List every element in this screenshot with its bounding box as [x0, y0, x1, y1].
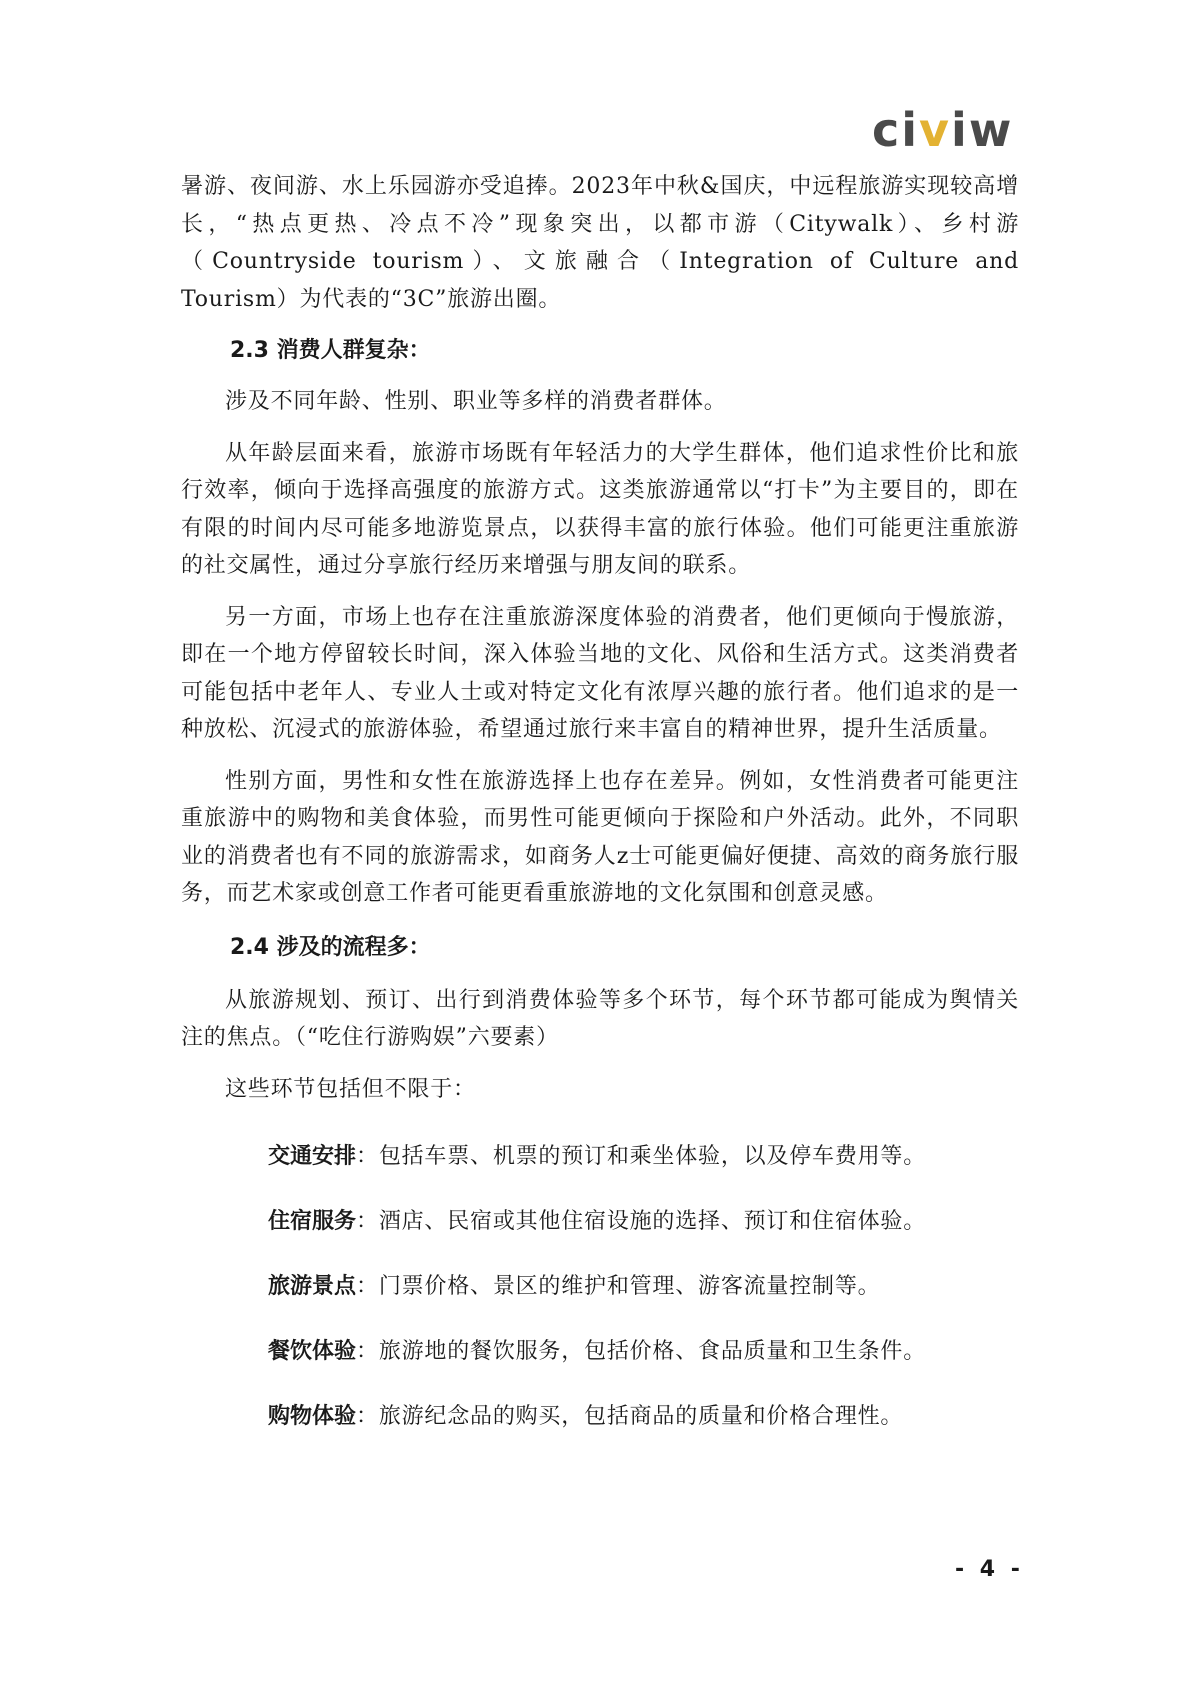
list-item-key: 购物体验: [268, 1404, 357, 1429]
paragraph: 从旅游规划、预订、出行到消费体验等多个环节，每个环节都可能成为舆情关注的焦点。（“吃住行游购娱”六要素）: [181, 987, 1019, 1050]
paragraph: 涉及不同年龄、性别、职业等多样的消费者群体。: [225, 389, 727, 414]
logo-text-start: ci: [872, 103, 920, 157]
process-list: [181, 1138, 1019, 1435]
section-heading-2-3: 2.3 消费人群复杂：: [230, 338, 431, 363]
list-item-text: ：旅游地的餐饮服务，包括价格、食品质量和卫生条件。: [356, 1339, 927, 1364]
list-item-text: ：旅游纪念品的购买，包括商品的质量和价格合理性。: [356, 1404, 904, 1429]
section-heading-2-4: 2.4 涉及的流程多：: [230, 934, 431, 960]
list-item: [268, 1398, 1019, 1435]
list-item: [268, 1203, 1019, 1240]
list-item-key: 交通安排: [268, 1144, 357, 1169]
civiw-logo: [872, 103, 1014, 157]
list-item-key: 旅游景点: [268, 1274, 357, 1299]
intro-paragraph: 暑游、夜间游、水上乐园游亦受追捧。2023年中秋&国庆，中远程旅游实现较高增长，“热点更热、冷点不冷”现象突出，以都市游（Citywalk）、乡村游（Countryside tourism）、文旅融合（Integration of Culture and Tourism）为代表的“3C”旅游出圈。: [181, 174, 1019, 312]
list-item-text: ：酒店、民宿或其他住宿设施的选择、预订和住宿体验。: [356, 1209, 927, 1234]
paragraph: 这些环节包括但不限于：: [225, 1076, 476, 1102]
logo-text-end: iw: [951, 103, 1014, 157]
list-item-text: ：门票价格、景区的维护和管理、游客流量控制等。: [356, 1274, 881, 1299]
list-item-key: 住宿服务: [268, 1209, 357, 1234]
page-number: - 4 -: [955, 1557, 1024, 1582]
list-item: [268, 1268, 1019, 1305]
paragraph: 另一方面，市场上也存在注重旅游深度体验的消费者，他们更倾向于慢旅游，即在一个地方停留较长时间，深入体验当地的文化、风俗和生活方式。这类消费者可能包括中老年人、专业人士或对特定文化有浓厚兴趣的旅行者。他们追求的是一种放松、沉浸式的旅游体验，希望通过旅行来丰富自的精神世界，提升生活质量。: [181, 604, 1019, 742]
list-item-text: ：包括车票、机票的预订和乘坐体验，以及停车费用等。: [356, 1144, 927, 1169]
logo-text-accent: v: [919, 103, 952, 157]
document-body: [181, 168, 1019, 1463]
list-item-key: 餐饮体验: [268, 1339, 357, 1364]
list-item: [268, 1138, 1019, 1175]
paragraph: 从年龄层面来看，旅游市场既有年轻活力的大学生群体，他们追求性价比和旅行效率，倾向于选择高强度的旅游方式。这类旅游通常以“打卡”为主要目的，即在有限的时间内尽可能多地游览景点，以获得丰富的旅行体验。他们可能更注重旅游的社交属性，通过分享旅行经历来增强与朋友间的联系。: [181, 440, 1019, 578]
list-item: [268, 1333, 1019, 1370]
paragraph: 性别方面，男性和女性在旅游选择上也存在差异。例如，女性消费者可能更注重旅游中的购物和美食体验，而男性可能更倾向于探险和户外活动。此外，不同职业的消费者也有不同的旅游需求，如商务人z士可能更偏好便捷、高效的商务旅行服务，而艺术家或创意工作者可能更看重旅游地的文化氛围和创意灵感。: [181, 768, 1019, 906]
